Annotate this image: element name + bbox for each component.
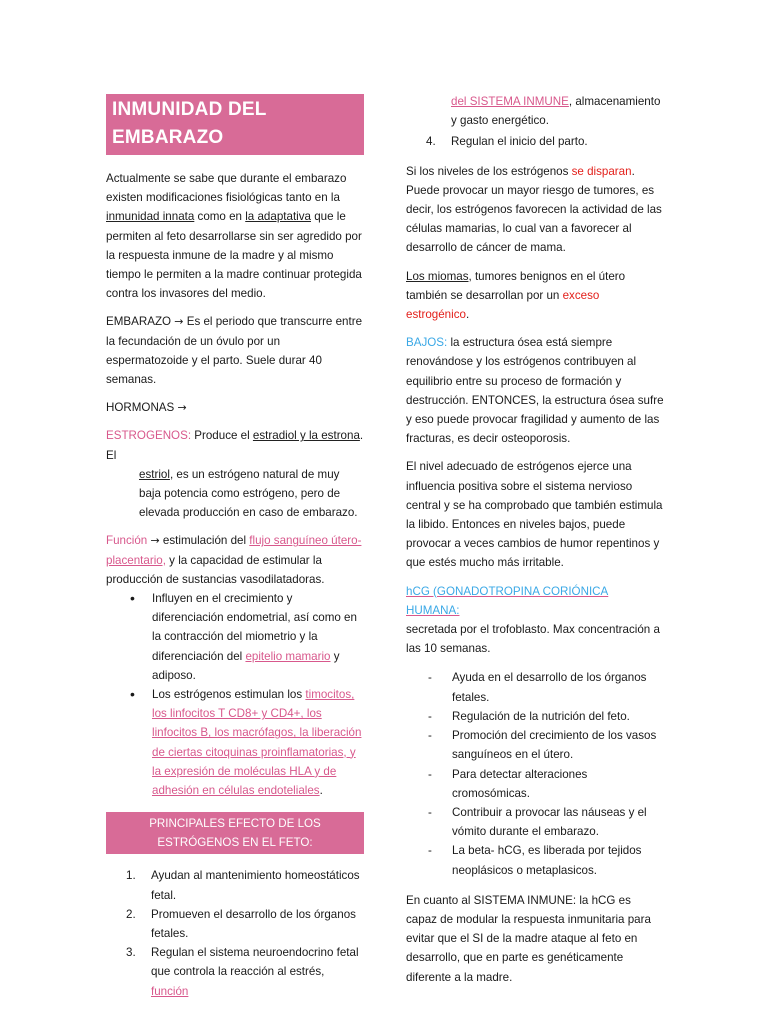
right-arrow-icon: → bbox=[177, 401, 187, 415]
nivel-paragraph: El nivel adecuado de estrógenos ejerce una influencia positiva sobre el sistema nervioso central y se ha comprobado que también estimula la libido. Entonces en niveles bajos, puede provocar a veces cambios de humor repentinos y que estés mucho más irritable. bbox=[406, 460, 663, 570]
right-arrow-icon: → bbox=[150, 534, 160, 548]
bajos-paragraph: BAJOS: la estructura ósea está siempre renovándose y los estrógenos contribuyen al equilibrio entre su proceso de formación y destrucción. ENTONCES, la estructura ósea sufre y eso puede provocar fragilidad y aumento de las fracturas, es decir osteoporosis. bbox=[406, 336, 664, 446]
list-item: - Regulación de la nutrición del feto. bbox=[406, 707, 664, 726]
estrogen-effects-list bbox=[106, 589, 364, 800]
funcion-label: Función bbox=[106, 534, 148, 548]
hcg-functions-list bbox=[406, 668, 664, 879]
estrogenos-label: ESTROGENOS: bbox=[106, 429, 192, 443]
se-disparan-term: se disparan bbox=[571, 164, 632, 178]
right-arrow-icon: → bbox=[174, 315, 184, 329]
list-item: 3. Regulan el sistema neuroendocrino fetal que controla la reacción al estrés, función bbox=[126, 946, 359, 998]
list-item: del SISTEMA INMUNE, almacenamiento y gasto energético. bbox=[451, 95, 661, 128]
list-item: 4. Regulan el inicio del parto. bbox=[426, 135, 588, 149]
inmunidad-innata-term: inmunidad innata bbox=[106, 210, 195, 224]
miomas-term: Los miomas bbox=[406, 269, 469, 283]
fetal-effects-list bbox=[106, 866, 364, 1000]
list-item: - La beta- hCG, es liberada por tejidos neoplásicos o metaplasicos. bbox=[406, 841, 664, 879]
list-item: - Contribuir a provocar las náuseas y el vómito durante el embarazo. bbox=[406, 803, 664, 841]
hcg-label: hCG (GONADOTROPINA CORIÓNICA HUMANA: bbox=[406, 584, 609, 617]
disparan-paragraph: Si los niveles de los estrógenos se disparan. Puede provocar un mayor riesgo de tumores, es decir, los estrógenos favorecen la actividad de las células mamarias, lo cual van a favorecer al desarrollo de cáncer de mama. bbox=[406, 164, 662, 255]
page-title: INMUNIDAD DEL EMBARAZO bbox=[106, 94, 364, 155]
miomas-paragraph: Los miomas, tumores benignos en el útero también se desarrollan por un exceso estrogénico. bbox=[406, 269, 626, 322]
adaptativa-term: la adaptativa bbox=[245, 210, 311, 224]
hcg-paragraph: secretada por el trofoblasto. Max concentración a las 10 semanas. bbox=[406, 623, 660, 656]
fetal-effects-list-continued bbox=[406, 92, 664, 152]
estriol-term: estriol bbox=[139, 467, 170, 481]
list-item: - Promoción del crecimiento de los vasos sanguíneos en el útero. bbox=[406, 726, 664, 764]
bajos-label: BAJOS: bbox=[406, 336, 448, 350]
flujo-term: flujo sanguíneo útero-placentario, bbox=[106, 534, 362, 567]
exceso-estrogenico-term: exceso estrogénico bbox=[406, 288, 600, 322]
list-item: - Ayuda en el desarrollo de los órganos fetales. bbox=[406, 668, 664, 706]
estrogenos-paragraph: ESTROGENOS: Produce el estradiol y la estrona. El bbox=[106, 429, 364, 462]
list-item: 1. Ayudan al mantenimiento homeostáticos fetal. bbox=[126, 869, 360, 902]
list-item: • Influyen en el crecimiento y diferenciación endometrial, así como en la contracción del miometrio y la diferenciación del epitelio mamario y adiposo. bbox=[106, 589, 364, 685]
list-item: - Para detectar alteraciones cromosómicas. bbox=[406, 765, 664, 803]
final-paragraph: En cuanto al SISTEMA INMUNE: la hCG es capaz de modular la respuesta inmunitaria para evitar que el SI de la madre ataque al feto en desarrollo, que en parte es genéticamente diferente a la madre. bbox=[406, 893, 651, 984]
left-column bbox=[106, 92, 364, 1001]
estriol-paragraph: estriol, es un estrógeno natural de muy baja potencia como estrógeno, pero de elevada producción en caso de embarazo. bbox=[139, 467, 358, 520]
estradiol-term: estradiol y la estrona bbox=[252, 429, 360, 443]
funcion-paragraph: Función → estimulación del flujo sanguíneo útero-placentario, y la capacidad de estimular la producción de sustancias vasodilatadoras. bbox=[106, 534, 362, 586]
hcg-heading bbox=[406, 582, 664, 620]
section-title: PRINCIPALES EFECTO DE LOS ESTRÓGENOS EN EL FETO: bbox=[106, 812, 364, 854]
list-item: • Los estrógenos estimulan los timocitos, los linfocitos T CD8+ y CD4+, los linfocitos B, los macrófagos, la liberación de ciertas citoquinas proinflamatorias, y la expresión de moléculas HLA y de adhesión en células endoteliales. bbox=[106, 685, 364, 800]
embarazo-paragraph: EMBARAZO → Es el periodo que transcurre entre la fecundación de un óvulo por un espermatozoide y el parto. Suele durar 40 semanas. bbox=[106, 315, 363, 387]
hormonas-heading: HORMONAS → bbox=[106, 401, 187, 415]
list-item: 2. Promueven el desarrollo de los órganos fetales. bbox=[126, 907, 356, 940]
right-column bbox=[406, 92, 664, 987]
intro-paragraph: Actualmente se sabe que durante el embarazo existen modificaciones fisiológicas tanto en la inmunidad innata como en la adaptativa que le permiten al feto desarrollarse sin ser agredido por la respuesta inmune de la madre y al mismo tiempo le permiten a la madre continuar protegida contra los invasores del medio. bbox=[106, 172, 362, 301]
